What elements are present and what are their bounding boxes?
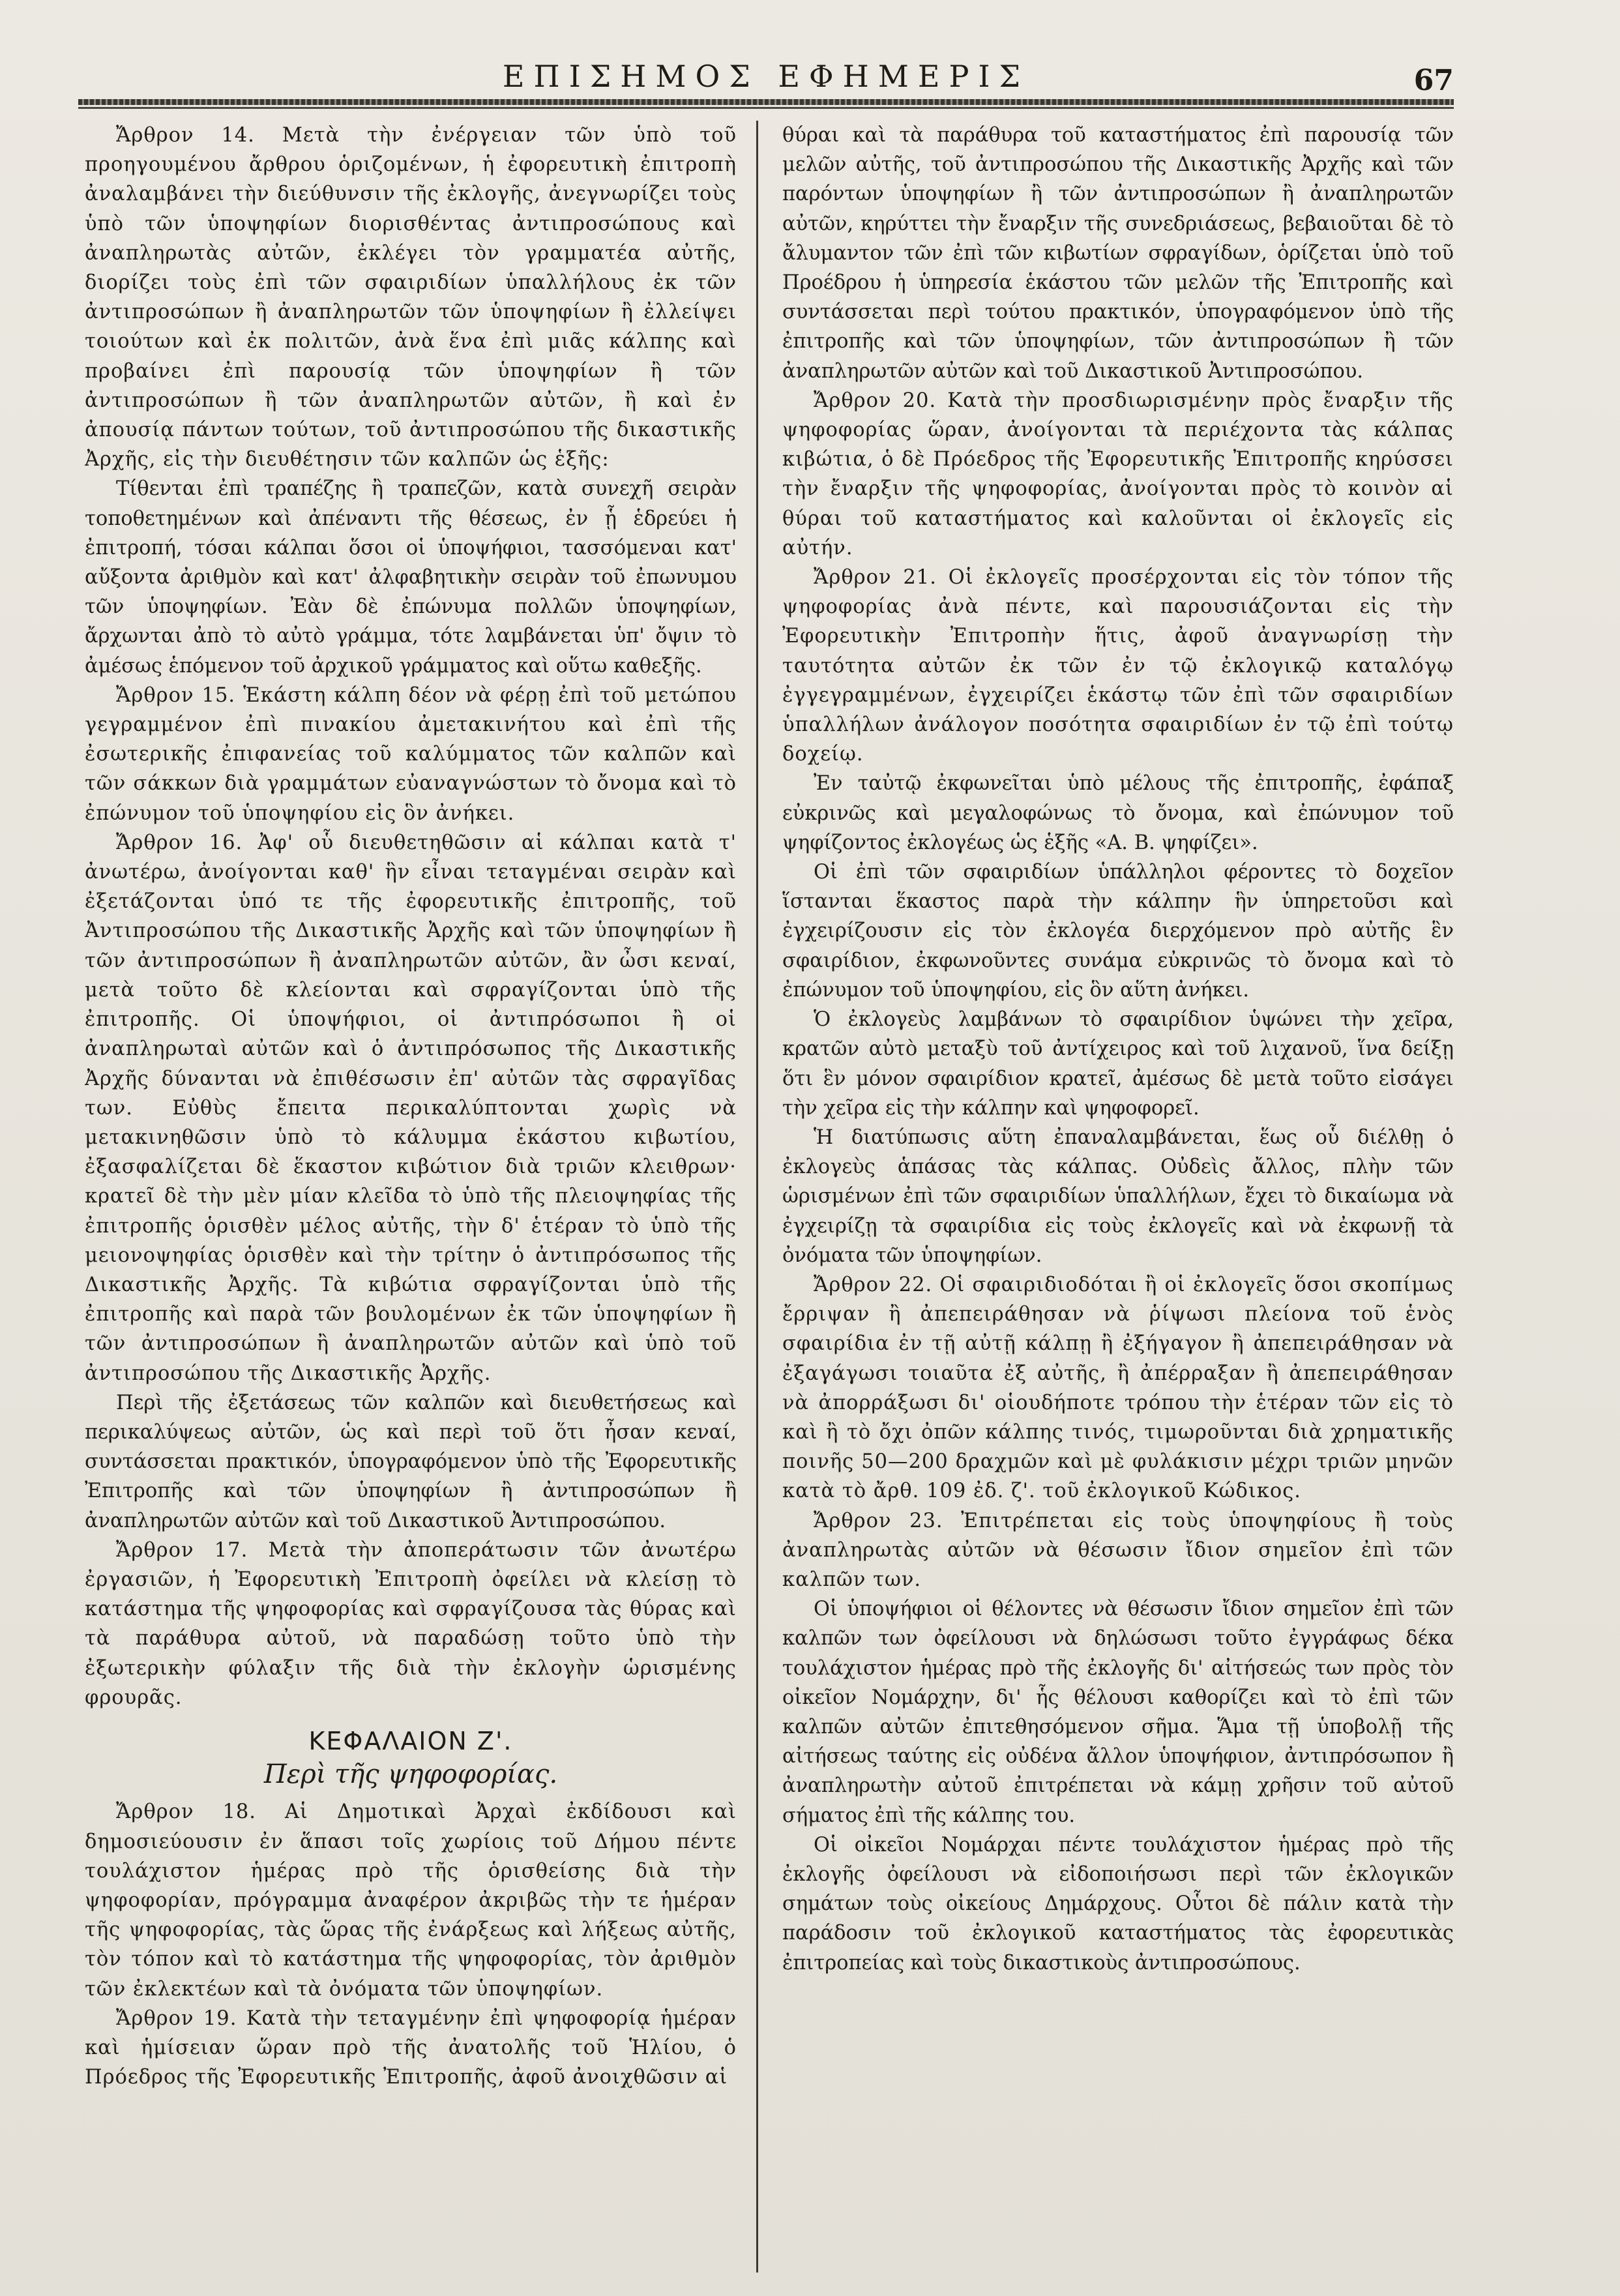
- article-14: Ἄρθρον 14. Μετὰ τὴν ἐνέργειαν τῶν ὑπὸ τοῦ προηγουμένου ἄρθρου ὁριζομένων, ἡ ἐφορευτικὴ ἐπιτροπὴ ἀναλαμβάνει τὴν διεύθυνσιν τῆς ἐκλογῆς, ἀνεγνωρίζει τοὺς ὑπὸ τῶν ὑποψηφίων διορισθέντας ἀντιπροσώπους καὶ ἀναπληρωτὰς αὐτῶν, ἐκλέγει τὸν γραμματέα αὐτῆς, διορίζει τοὺς ἐπὶ τῶν σφαιριδίων ὑπαλλήλους ἐκ τῶν ἀντιπροσώπων ἢ ἀναπληρωτῶν τῶν ὑποψηφίων ἢ ἐλλείψει τοιούτων καὶ ἐκ πολιτῶν, ἀνὰ ἕνα ἐπὶ μιᾶς κάλπης καὶ προβαίνει ἐπὶ παρουσίᾳ τῶν ὑποψηφίων ἢ τῶν ἀντιπροσώπων ἢ τῶν ἀναπληρωτῶν αὐτῶν, ἢ καὶ ἐν ἀπουσίᾳ πάντων τούτων, τοῦ ἀντιπροσώπου τῆς δικαστικῆς Ἀρχῆς, εἰς τὴν διευθέτησιν τῶν καλπῶν ὡς ἑξῆς:: [85, 124, 737, 471]
- article-19-continued: θύραι καὶ τὰ παράθυρα τοῦ καταστήματος ἐπὶ παρουσίᾳ τῶν μελῶν αὐτῆς, τοῦ ἀντιπροσώπου τῆς Δικαστικῆς Ἀρχῆς καὶ τῶν παρόντων ὑποψηφίων ἢ τῶν ἀντιπροσώπων ἢ ἀναπληρωτῶν αὐτῶν, κηρύττει τὴν ἔναρξιν τῆς συνεδριάσεως, βεβαιοῦται δὲ τὸ ἄλυμαντον τῶν ἐπὶ τῶν κιβωτίων σφραγίδων, ὁρίζεται ὑπὸ τοῦ Προέδρου ἡ ὑπηρεσία ἑκάστου τῶν μελῶν τῆς Ἐπιτροπῆς καὶ συντάσσεται περὶ τούτου πρακτικόν, ὑπογραφόμενον ὑπὸ τῆς ἐπιτροπῆς καὶ τῶν ὑποψηφίων, τῶν ἀντιπροσώπων ἢ τῶν ἀναπληρωτῶν αὐτῶν καὶ τοῦ Δικαστικοῦ Ἀντιπροσώπου.: [782, 124, 1454, 383]
- article-16: Ἄρθρον 16. Ἀφ' οὗ διευθετηθῶσιν αἱ κάλπαι κατὰ τ' ἀνωτέρω, ἀνοίγονται καθ' ἣν εἶναι τεταγμέναι σειρὰν καὶ ἐξετάζονται ὑπό τε τῆς ἐφορευτικῆς ἐπιτροπῆς, τοῦ Ἀντιπροσώπου τῆς Δικαστικῆς Ἀρχῆς καὶ τῶν ὑποψηφίων ἢ τῶν ἀντιπροσώπων ἢ ἀναπληρωτῶν αὐτῶν, ἂν ὦσι κεναί, μετὰ τοῦτο δὲ κλείονται καὶ σφραγίζονται ὑπὸ τῆς ἐπιτροπῆς. Οἱ ὑποψήφιοι, οἱ ἀντιπρόσωποι ἢ οἱ ἀναπληρωταὶ αὐτῶν καὶ ὁ ἀντιπρόσωπος τῆς Δικαστικῆς Ἀρχῆς δύνανται νὰ ἐπιθέσωσιν ἐπ' αὐτῶν τὰς σφραγῖδας των. Εὐθὺς ἔπειτα περικαλύπτονται χωρὶς νὰ μετακινηθῶσιν ὑπὸ τὸ κάλυμμα ἑκάστου κιβωτίου, ἐξασφαλίζεται δὲ ἕκαστον κιβώτιον διὰ τριῶν κλειθρων· κρατεῖ δὲ τὴν μὲν μίαν κλεῖδα τὸ ὑπὸ τῆς πλειοψηφίας τῆς ἐπιτροπῆς ὁρισθὲν μέλος αὐτῆς, τὴν δ' ἑτέραν τὸ ὑπὸ τῆς μειονοψηφίας ὁρισθὲν καὶ τὴν τρίτην ὁ ἀντιπρόσωπος τῆς Δικαστικῆς Ἀρχῆς. Τὰ κιβώτια σφραγίζονται ὑπὸ τῆς ἐπιτροπῆς καὶ παρὰ τῶν βουλομένων ἐκ τῶν ὑποψηφίων ἢ τῶν ἀντιπροσώπων ἢ ἀναπληρωτῶν αὐτῶν καὶ ὑπὸ τοῦ ἀντιπροσώπου τῆς Δικαστικῆς Ἀρχῆς.: [85, 831, 737, 1385]
- page-number: 67: [1413, 64, 1454, 97]
- article-21-paragraph-5: Ἡ διατύπωσις αὕτη ἐπαναλαμβάνεται, ἕως οὗ διέλθῃ ὁ ἐκλογεὺς ἁπάσας τὰς κάλπας. Οὐδεὶς ἄλλος, πλὴν τῶν ὡρισμένων ἐπὶ τῶν σφαιριδίων ὑπαλλήλων, ἔχει τὸ δικαίωμα νὰ ἐγχειρίζῃ τὰ σφαιρίδια εἰς τοὺς ἐκλογεῖς καὶ νὰ ἐκφωνῇ τὰ ὀνόματα τῶν ὑποψηφίων.: [782, 1126, 1454, 1267]
- article-14-paragraph: Τίθενται ἐπὶ τραπέζης ἢ τραπεζῶν, κατὰ συνεχῆ σειρὰν τοποθετημένων καὶ ἀπέναντι τῆς θέσεως, ἐν ᾗ ἑδρεύει ἡ ἐπιτροπή, τόσαι κάλπαι ὅσοι οἱ ὑποψήφιοι, τασσόμεναι κατ' αὔξοντα ἀριθμὸν καὶ κατ' ἀλφαβητικὴν σειρὰν τοῦ ἐπωνυμου τῶν ὑποψηφίων. Ἐὰν δὲ ἐπώνυμα πολλῶν ὑποψηφίων, ἄρχωνται ἀπὸ τὸ αὐτὸ γράμμα, τότε λαμβάνεται ὑπ' ὄψιν τὸ ἀμέσως ἑπόμενον τοῦ ἀρχικοῦ γράμματος καὶ οὕτω καθεξῆς.: [85, 477, 737, 678]
- header-rule: [78, 107, 1454, 109]
- left-column: [85, 121, 737, 2246]
- article-17: Ἄρθρον 17. Μετὰ τὴν ἀποπεράτωσιν τῶν ἀνωτέρω ἐργασιῶν, ἡ Ἐφορευτικὴ Ἐπιτροπὴ ὀφείλει νὰ κλείσῃ τὸ κατάστημα τῆς ψηφοφορίας καὶ σφραγίζουσα τὰς θύρας καὶ τὰ παράθυρα αὐτοῦ, νὰ παραδώσῃ τοῦτο ὑπὸ τὴν ἐξωτερικὴν φύλαξιν τῆς διὰ τὴν ἐκλογὴν ὡρισμένης φρουρᾶς.: [85, 1538, 737, 1709]
- article-19: Ἄρθρον 19. Κατὰ τὴν τεταγμένην ἐπὶ ψηφοφορίᾳ ἡμέραν καὶ ἡμίσειαν ὥραν πρὸ τῆς ἀνατολῆς τοῦ Ἡλίου, ὁ Πρόεδρος τῆς Ἐφορευτικῆς Ἐπιτροπῆς, ἀφοῦ ἀνοιχθῶσιν αἱ: [85, 2006, 737, 2089]
- article-23-paragraph-3: Οἱ οἰκεῖοι Νομάρχαι πέντε τουλάχιστον ἡμέρας πρὸ τῆς ἐκλογῆς ὀφείλουσι νὰ εἰδοποιήσωσι περὶ τῶν ἐκλογικῶν σημάτων τοὺς οἰκείους Δημάρχους. Οὗτοι δὲ πάλιν κατὰ τὴν παράδοσιν τοῦ ἐκλογικοῦ καταστήματος τὰς ἐφορευτικὰς ἐπιτροπείας καὶ τοὺς δικαστικοὺς ἀντιπροσώπους.: [782, 1833, 1454, 1975]
- article-21-paragraph-4: Ὁ ἐκλογεὺς λαμβάνων τὸ σφαιρίδιον ὑψώνει τὴν χεῖρα, κρατῶν αὐτὸ μεταξὺ τοῦ ἀντίχειρος καὶ τοῦ λιχανοῦ, ἵνα δείξῃ ὅτι ἓν μόνον σφαιρίδιον κρατεῖ, ἀμέσως δὲ μετὰ τοῦτο εἰσάγει τὴν χεῖρα εἰς τὴν κάλπην καὶ ψηφοφορεῖ.: [782, 1008, 1454, 1120]
- page-header: [78, 59, 1454, 98]
- article-15: Ἄρθρον 15. Ἑκάστη κάλπη δέον νὰ φέρῃ ἐπὶ τοῦ μετώπου γεγραμμένον ἐπὶ πινακίου ἀμετακινήτου καὶ ἐπὶ τῆς ἐσωτερικῆς ἐπιφανείας τοῦ καλύμματος τῶν καλπῶν καὶ τῶν σάκκων διὰ γραμμάτων εὐαναγνώστων τὸ ὄνομα καὶ τὸ ἐπώνυμον τοῦ ὑποψηφίου εἰς ὃν ἀνήκει.: [85, 683, 737, 825]
- article-21: Ἄρθρον 21. Οἱ ἐκλογεῖς προσέρχονται εἰς τὸν τόπον τῆς ψηφοφορίας ἀνὰ πέντε, καὶ παρουσιάζονται εἰς τὴν Ἐφορευτικὴν Ἐπιτροπὴν ἥτις, ἀφοῦ ἀναγνωρίσῃ τὴν ταυτότητα αὐτῶν ἐκ τῶν ἐν τῷ ἐκλογικῷ καταλόγῳ ἐγγεγραμμένων, ἐγχειρίζει ἑκάστῳ τῶν ἐπὶ τῶν σφαιριδίων ὑπαλλήλων ἀνάλογον ποσότητα σφαιριδίων ἐν τῷ ἐπὶ τούτῳ δοχείῳ.: [782, 566, 1454, 766]
- article-22: Ἄρθρον 22. Οἱ σφαιριδιοδόται ἢ οἱ ἐκλογεῖς ὅσοι σκοπίμως ἔρριψαν ἢ ἀπεπειράθησαν νὰ ῥίψωσι πλείονα τοῦ ἑνὸς σφαιρίδια ἐν τῇ αὐτῇ κάλπῃ ἢ ἐξήγαγον ἢ ἀπεπειράθησαν νὰ ἐξαγάγωσι τοιαῦτα ἐξ αὐτῆς, ἢ ἀπέρραξαν ἢ ἀπεπειράθησαν νὰ ἀπορράξωσι δι' οἱουδήποτε τρόπου τὴν ἑτέραν τῶν εἰς τὸ καὶ ἢ τὸ ὄχι ὀπῶν κάλπης τινός, τιμωροῦνται διὰ χρηματικῆς ποινῆς 50—200 δραχμῶν καὶ μὲ φυλάκισιν μέχρι τριῶν μηνῶν κατὰ τὸ ἄρθ. 109 ἐδ. ζ'. τοῦ ἐκλογικοῦ Κώδικος.: [782, 1273, 1454, 1503]
- chapter-heading: ΚΕΦΑΛΑΙΟΝ Ζ'.: [308, 1726, 513, 1755]
- column-divider: [756, 121, 758, 2273]
- article-23-paragraph-2: Οἱ ὑποψήφιοι οἱ θέλοντες νὰ θέσωσιν ἴδιον σημεῖον ἐπὶ τῶν καλπῶν των ὀφείλουσι νὰ δηλώσωσι τοῦτο ἐγγράφως δέκα τουλάχιστον ἡμέρας πρὸ τῆς ἐκλογῆς δι' αἰτήσεώς των πρὸς τὸν οἰκεῖον Νομάρχην, δι' ἧς θέλουσι καθορίζει καὶ τὸ ἐπὶ τῶν καλπῶν αὐτῶν ἐπιτεθησόμενον σῆμα. Ἅμα τῇ ὑποβολῇ τῆς αἰτήσεως ταύτης εἰς οὐδένα ἄλλον ὑποψήφιον, ἀντιπρόσωπον ἢ ἀναπληρωτὴν αὐτοῦ ἐπιτρέπεται νὰ κάμῃ χρῆσιν τοῦ αὐτοῦ σήματος ἐπὶ τῆς κάλπης του.: [782, 1598, 1454, 1827]
- article-16-paragraph: Περὶ τῆς ἐξετάσεως τῶν καλπῶν καὶ διευθετήσεως καὶ περικαλύψεως αὐτῶν, ὡς καὶ περὶ τοῦ ὅτι ἦσαν κεναί, συντάσσεται πρακτικόν, ὑπογραφόμενον ὑπὸ τῆς Ἐφορευτικῆς Ἐπιτροπῆς καὶ τῶν ὑποψηφίων ἢ ἀντιπροσώπων ἢ ἀναπληρωτῶν αὐτῶν καὶ τοῦ Δικαστικοῦ Ἀντιπροσώπου.: [85, 1391, 737, 1532]
- article-18: Ἄρθρον 18. Αἱ Δημοτικαὶ Ἀρχαὶ ἐκδίδουσι καὶ δημοσιεύουσιν ἐν ἅπασι τοῖς χωρίοις τοῦ Δήμου πέντε τουλάχιστον ἡμέρας πρὸ τῆς ὁρισθείσης διὰ τὴν ψηφοφορίαν, πρόγραμμα ἀναφέρον ἀκριβῶς τὴν τε ἡμέραν τῆς ψηφοφορίας, τὰς ὥρας τῆς ἐνάρξεως καὶ λήξεως αὐτῆς, τὸν τόπον καὶ τὸ κατάστημα τῆς ψηφοφορίας, τὸν ἀριθμὸν τῶν ἐκλεκτέων καὶ τὰ ὀνόματα τῶν ὑποψηφίων.: [85, 1800, 737, 2001]
- article-21-paragraph-2: Ἐν ταὐτῷ ἐκφωνεῖται ὑπὸ μέλους τῆς ἐπιτροπῆς, ἐφάπαξ εὐκρινῶς καὶ μεγαλοφώνως τὸ ὄνομα, καὶ ἐπώνυμον τοῦ ψηφίζοντος ἐκλογέως ὡς ἑξῆς «Α. Β. ψηφίζει».: [782, 772, 1454, 854]
- publication-title: ΕΠΙΣΗΜΟΣ ΕΦΗΜΕΡΙΣ: [502, 59, 1030, 94]
- article-23: Ἄρθρον 23. Ἐπιτρέπεται εἰς τοὺς ὑποψηφίους ἢ τοὺς ἀναπληρωτὰς αὐτῶν νὰ θέσωσιν ἴδιον σημεῖον ἐπὶ τῶν καλπῶν των.: [782, 1509, 1454, 1591]
- article-20: Ἄρθρον 20. Κατὰ τὴν προσδιωρισμένην πρὸς ἔναρξιν τῆς ψηφοφορίας ὥραν, ἀνοίγονται τὰ περιέχοντα τὰς κάλπας κιβώτια, ὁ δὲ Πρόεδρος τῆς Ἐφορευτικῆς Ἐπιτροπῆς κηρύσσει τὴν ἔναρξιν τῆς ψηφοφορίας, ἀνοίγονται πρὸς τὸ κοινὸν αἱ θύραι τοῦ καταστήματος καὶ καλοῦνται οἱ ἐκλογεῖς εἰς αὐτήν.: [782, 389, 1454, 559]
- header-ornamental-rule: [78, 99, 1454, 105]
- chapter-subtitle: Περὶ τῆς ψηφοφορίας.: [263, 1759, 558, 1790]
- right-column: [782, 121, 1454, 2246]
- article-21-paragraph-3: Οἱ ἐπὶ τῶν σφαιριδίων ὑπάλληλοι φέροντες τὸ δοχεῖον ἵστανται ἕκαστος παρὰ τὴν κάλπην ἣν ὑπηρετοῦσι καὶ ἐγχειρίζουσιν εἰς τὸν ἐκλογέα διερχόμενον πρὸ αὐτῆς ἓν σφαιρίδιον, ἐκφωνοῦντες συνάμα εὐκρινῶς τὸ ὄνομα καὶ τὸ ἐπώνυμον τοῦ ὑποψηφίου, εἰς ὃν αὕτη ἀνήκει.: [782, 861, 1454, 1002]
